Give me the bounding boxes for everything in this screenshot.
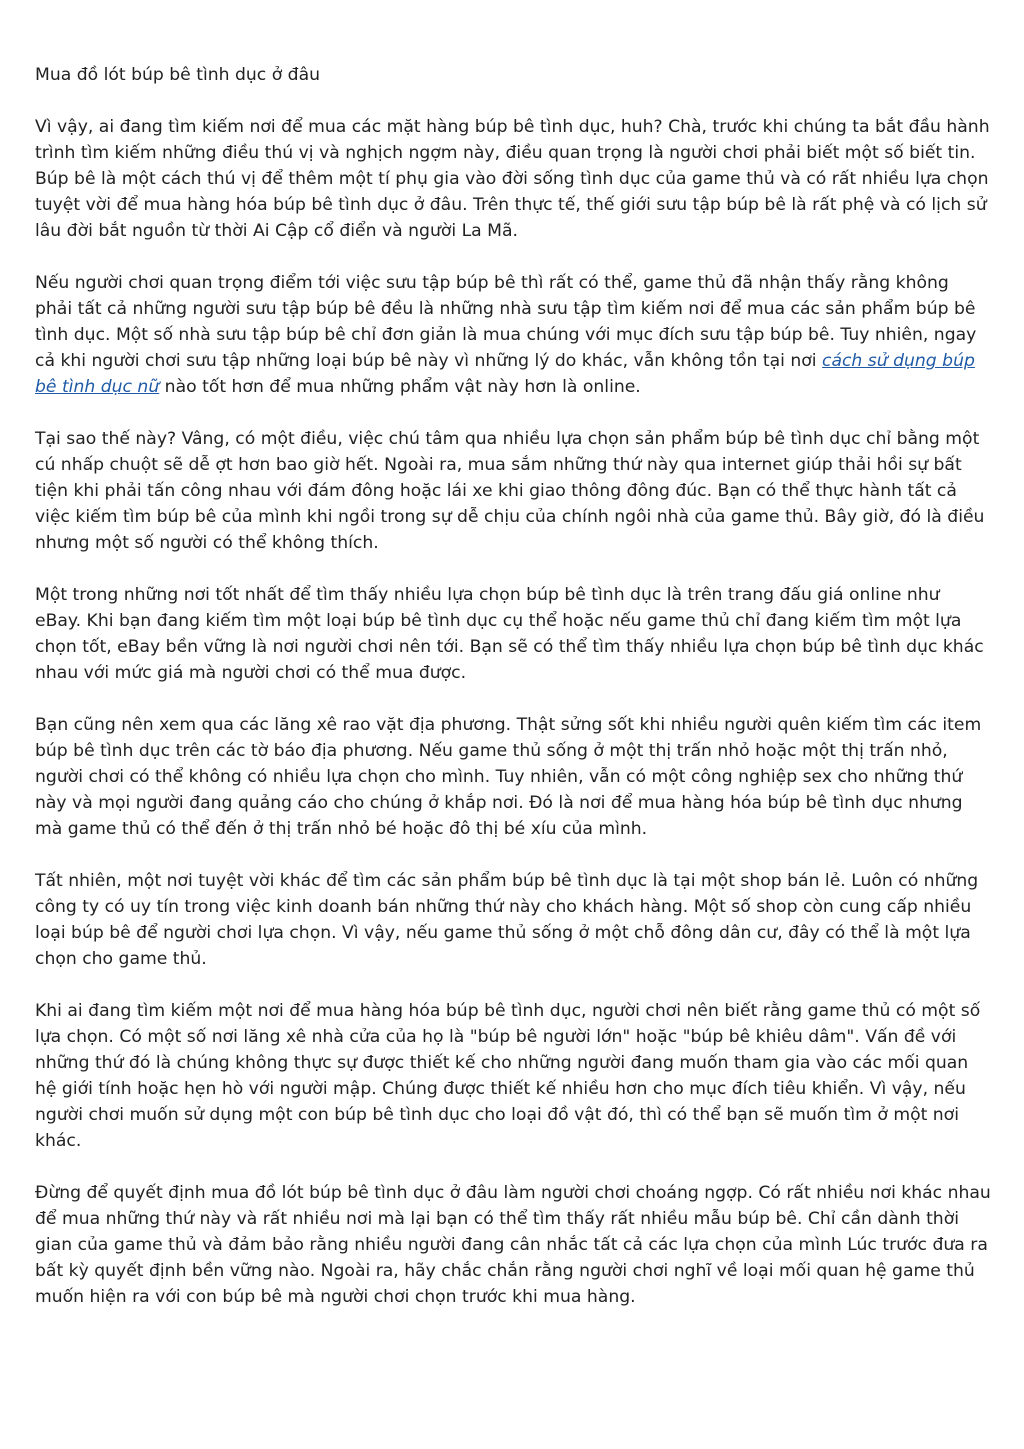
document-page <box>35 62 991 1336</box>
article-link[interactable]: cách sử dụng búp bê tình dục nữ <box>35 351 975 397</box>
document-title: Mua đồ lót búp bê tình dục ở đâu <box>35 65 321 85</box>
paragraph-6: Tất nhiên, một nơi tuyệt vời khác để tìm các sản phẩm búp bê tình dục là tại một shop bán lẻ. Luôn có những công ty có uy tín trong việc kinh doanh bán những thứ này cho khách hàng. Một số shop còn cung cấp nhiều loại búp bê để người chơi lựa chọn. Vì vậy, nếu game thủ sống ở một chỗ đông dân cư, đây có thể là một lựa chọn cho game thủ. <box>35 871 979 969</box>
paragraph-3: Tại sao thế này? Vâng, có một điều, việc chú tâm qua nhiều lựa chọn sản phẩm búp bê tình dục chỉ bằng một cú nhấp chuột sẽ dễ ợt hơn bao giờ hết. Ngoài ra, mua sắm những thứ này qua internet giúp thải hồi sự bất tiện khi phải tấn công nhau với đám đông hoặc lái xe khi giao thông đông đúc. Bạn có thể thực hành tất cả việc kiếm tìm búp bê của mình khi ngồi trong sự dễ chịu của chính ngôi nhà của game thủ. Bây giờ, đó là điều nhưng một số người có thể không thích. <box>35 429 985 553</box>
paragraph-4: Một trong những nơi tốt nhất để tìm thấy nhiều lựa chọn búp bê tình dục là trên trang đấu giá online như eBay. Khi bạn đang kiếm tìm một loại búp bê tình dục cụ thể hoặc nếu game thủ chỉ đang kiếm tìm một lựa chọn tốt, eBay bền vững là nơi người chơi nên tới. Bạn sẽ có thể tìm thấy nhiều lựa chọn búp bê tình dục khác nhau với mức giá mà người chơi có thể mua được. <box>35 585 984 683</box>
paragraph-2-text-before-link: Nếu người chơi quan trọng điểm tới việc sưu tập búp bê thì rất có thể, game thủ đã nhận thấy rằng không phải tất cả những người sưu tập búp bê đều là những nhà sưu tập tìm kiếm nơi để mua các sản phẩm búp bê tình dục. Một số nhà sưu tập búp bê chỉ đơn giản là mua chúng với mục đích sưu tập búp bê. Tuy nhiên, ngay cả khi người chơi sưu tập những loại búp bê này vì những lý do khác, vẫn không tồn tại nơi <box>35 273 977 371</box>
paragraph-8: Đừng để quyết định mua đồ lót búp bê tình dục ở đâu làm người chơi choáng ngợp. Có rất nhiều nơi khác nhau để mua những thứ này và rất nhiều nơi mà lại bạn có thể tìm thấy rất nhiều mẫu búp bê. Chỉ cần dành thời gian của game thủ và đảm bảo rằng nhiều người đang cân nhắc tất cả các lựa chọn của mình Lúc trước đưa ra bất kỳ quyết định bền vững nào. Ngoài ra, hãy chắc chắn rằng người chơi nghĩ về loại mối quan hệ game thủ muốn hiện ra với con búp bê mà người chơi chọn trước khi mua hàng. <box>35 1183 991 1307</box>
paragraph-7: Khi ai đang tìm kiếm một nơi để mua hàng hóa búp bê tình dục, người chơi nên biết rằng game thủ có một số lựa chọn. Có một số nơi lăng xê nhà cửa của họ là "búp bê người lớn" hoặc "búp bê khiêu dâm". Vấn đề với những thứ đó là chúng không thực sự được thiết kế cho những người đang muốn tham gia vào các mối quan hệ giới tính hoặc hẹn hò với người mập. Chúng được thiết kế nhiều hơn cho mục đích tiêu khiển. Vì vậy, nếu người chơi muốn sử dụng một con búp bê tình dục cho loại đồ vật đó, thì có thể bạn sẽ muốn tìm ở một nơi khác. <box>35 1001 981 1151</box>
paragraph-2-text-after-link: nào tốt hơn để mua những phẩm vật này hơn là online. <box>159 377 641 397</box>
paragraph-5: Bạn cũng nên xem qua các lăng xê rao vặt địa phương. Thật sửng sốt khi nhiều người quên kiếm tìm các item búp bê tình dục trên các tờ báo địa phương. Nếu game thủ sống ở một thị trấn nhỏ hoặc một thị trấn nhỏ, người chơi có thể không có nhiều lựa chọn cho mình. Tuy nhiên, vẫn có một công nghiệp sex cho những thứ này và mọi người đang quảng cáo cho chúng ở khắp nơi. Đó là nơi để mua hàng hóa búp bê tình dục nhưng mà game thủ có thể đến ở thị trấn nhỏ bé hoặc đô thị bé xíu của mình. <box>35 715 982 839</box>
paragraph-1: Vì vậy, ai đang tìm kiếm nơi để mua các mặt hàng búp bê tình dục, huh? Chà, trước khi chúng ta bắt đầu hành trình tìm kiếm những điều thú vị và nghịch ngợm này, điều quan trọng là người chơi phải biết một số biết tin. Búp bê là một cách thú vị để thêm một tí phụ gia vào đời sống tình dục của game thủ và có rất nhiều lựa chọn tuyệt vời để mua hàng hóa búp bê tình dục ở đâu. Trên thực tế, thế giới sưu tập búp bê là rất phệ và có lịch sử lâu đời bắt nguồn từ thời Ai Cập cổ điển và người La Mã. <box>35 117 990 241</box>
paragraph-2 <box>35 270 991 400</box>
